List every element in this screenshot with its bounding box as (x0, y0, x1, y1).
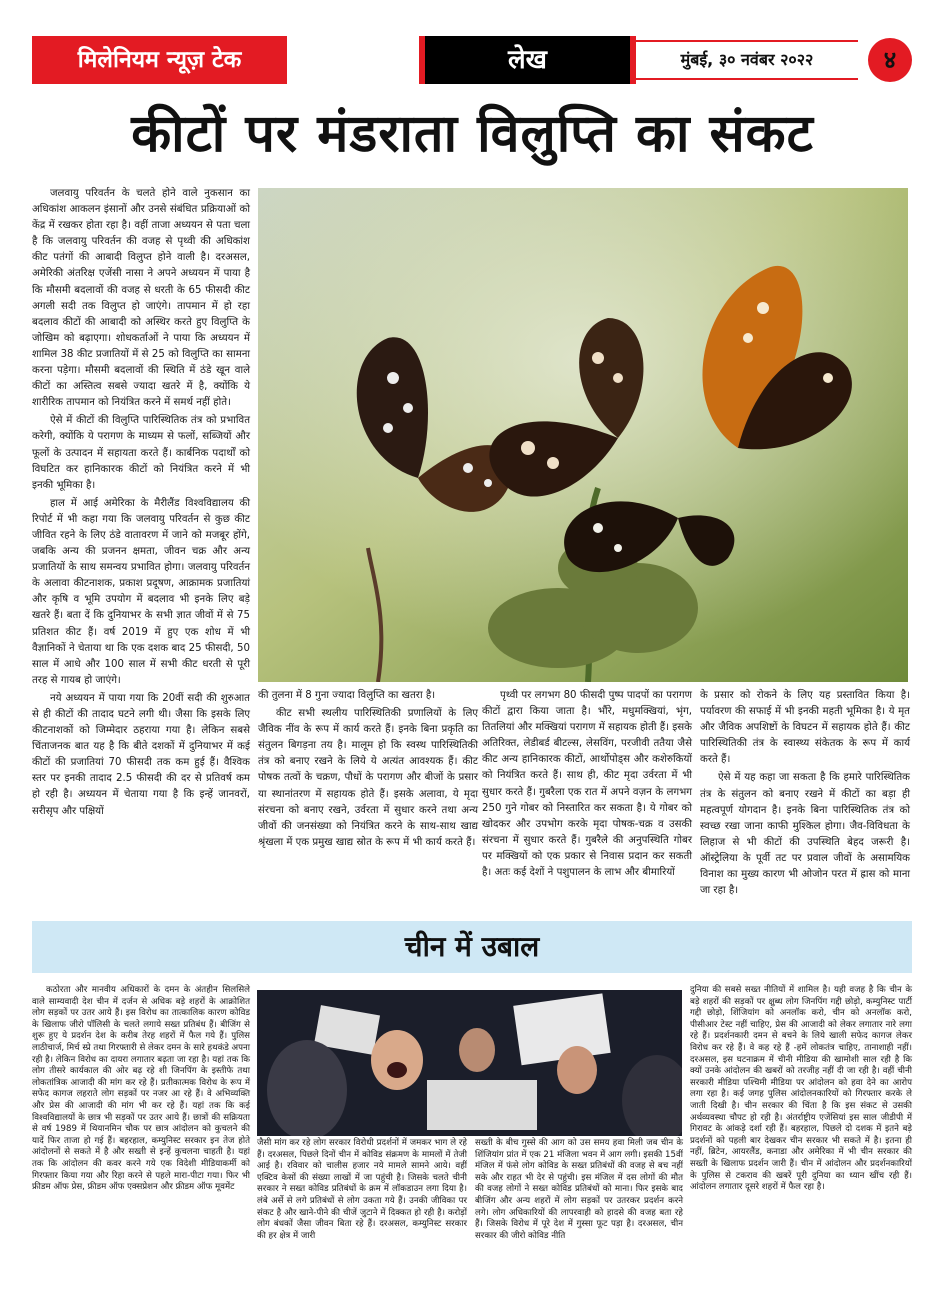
paragraph: कठोरता और मानवीय अधिकारों के दमन के अंतहीन सिलसिले वाले साम्यवादी देश चीन में दर्जन से अधिक बड़े शहरों के आक्रोशित लोग सड़कों पर उतर आये हैं। इस विरोध का तात्कालिक कारण कोविड के खिलाफ जीरो पॉलिसी के चलते लगाये सख्त प्रतिबंध हैं। बीजिंग से शुरू हुए ये प्रदर्शन देश के करीब तेरह शहरों में फैल गये हैं। पुलिस लाठीचार्ज, मिर्च स्प्रे तथा गिरफ्तारी से लेकर दमन के सारे हथकंडे अपना रही है। लेकिन विरोध का दायरा लगातार बढ़ता जा रहा है। यहां तक कि लोग तीसरे कार्यकाल की ओर बढ़ रहे शी जिनपिंग के इस्तीफे तथा लोकतांत्रिक आजादी की मांग कर रहे हैं। प्रतीकात्मक विरोध के रूप में सफेद कागज लहराते लोग सड़कों पर नजर आ रहे हैं। वे अभिव्यक्ति और प्रेस की आजादी की मांग भी कर रहे हैं। यहां तक कि कई विश्वविद्यालयों के छात्र भी सड़कों पर उतर आये हैं। छात्रों की सक्रियता से वर्ष 1989 में थियानमिन चौक पर छात्र आंदोलन को कुचलने की यादें फिर ताजा हो गई हैं। बहरहाल, कम्युनिस्ट सरकार इन तेज होते आंदोलनों से सकते में है और सख्ती से इन्हें कुचलना चाहती है। यहां तक कि आंदोलन की कवर करने गये एक विदेशी मीडियाकर्मी को गिरफ्तार किया गया और रिहा करने से पहले मारा-पीटा गया। फिर भी फ्रीडम ऑफ प्रेस, फ्रीडम ऑफ एक्सप्रेशन और फ्रीडम ऑफ मूवमेंट (32, 985, 250, 1193)
paragraph: हाल में आई अमेरिका के मैरीलैंड विश्वविद्यालय की रिपोर्ट में भी कहा गया कि जलवायु परिवर्तन से कुछ कीट जीवित रहने के लिए ठंडे वातावरण में जाने को मजबूर होंगे, जबकि अन्य की प्रजनन क्षमता, जीवन चक्र और अन्य प्रजातियों के साथ समन्वय प्रभावित होगा। जलवायु परिवर्तन के अलावा कीटनाशक, प्रकाश प्रदूषण, आक्रामक प्रजातियां और कृषि व भूमि उपयोग में बदलाव भी इनके लिए बड़े खतरे हैं। बता दें कि दुनियाभर के सभी ज्ञात जीवों में से 75 प्रतिशत कीट हैं। वर्ष 2019 में हुए एक शोध में भी वैज्ञानिकों ने चेताया था कि एक दशक बाद 25 फीसदी, 50 साल में आधे और 100 साल में सभी कीट धरती से पूरी तरह से गायब हो जाएंगे। (32, 497, 250, 686)
paragraph: के प्रसार को रोकने के लिए यह प्रस्तावित किया है। पर्यावरण की सफाई में भी इनकी महती भूमिका है। ये मृत और जैविक अपशिष्टों के विघटन में सहायक होते हैं। कीट पारिस्थितिकी तंत्र के स्वास्थ्य संकेतक के रूप में कार्य करते हैं। (700, 690, 910, 766)
article-title: चीन में उबाल (404, 930, 540, 963)
page-number: ४ (868, 38, 912, 82)
brand-name: मिलेनियम न्यूज़ टेक (32, 36, 287, 84)
paragraph: सख्ती के बीच गुस्से की आग को उस समय हवा मिली जब चीन के शिंजियांग प्रांत में एक 21 मंजिला भवन में आग लगी। इसकी 15वीं मंजिल में फंसे लोग कोविड के सख्त प्रतिबंधों की वजह से बच नहीं सके और राहत भी देर से पहुंची। इस मंजिल में दस लोगों की मौत की वजह लोगों ने सख्त कोविड प्रतिबंधों को माना। फिर इसके बाद बीजिंग और अन्य शहरों में लोग सड़कों पर उतरकर प्रदर्शन करने लगे। लोग अधिकारियों की लापरवाही को हादसे की वजह बता रहे हैं। जिसके विरोध में पूरे देश में गुस्सा फूट पड़ा है। दरअसल, चीन सरकार की जीरो कोविड नीति (475, 1138, 683, 1241)
article2-column-3 (475, 1138, 683, 1242)
article-headline: कीटों पर मंडराता विलुप्ति का संकट (131, 104, 814, 164)
article-column-2 (258, 688, 478, 853)
article2-column-4 (690, 985, 912, 1194)
paragraph: जलवायु परिवर्तन के चलते होने वाले नुकसान का अधिकांश आकलन इंसानों और उनसे संबंधित प्रक्रियाओं को केंद्र में रखकर होता रहा है। वहीं ताजा अध्ययन से पता चला है कि जलवायु परिवर्तन की वजह से पृथ्वी की अधिकांश कीट पतंगों की आबादी विलुप्त होने वाली है। दरअसल, अमेरिकी अंतरिक्ष एजेंसी नासा ने अपने अध्ययन में पाया है कि मौसमी बदलावों की वजह से धरती के 65 फीसदी कीट अगली सदी तक विलुप्त हो जाएंगे। तापमान में हो रहा बदलाव कीटों की आबादी को अस्थिर करते हुए विलुप्ति के जोखिम को बढ़ाएगा। शोधकर्ताओं ने पाया कि अध्ययन में शामिल 38 कीट प्रजातियों में से 25 को विलुप्ति का सामना करना पड़ेगा। मौसमी बदलावों की स्थिति में ठंडे खून वाले कीटों का अस्तित्व सबसे ज्यादा खतरे में है, क्योंकि ये शारीरिक तापमान को नियंत्रित करने में समर्थ नहीं होते। (32, 188, 250, 409)
paragraph: नये अध्ययन में पाया गया कि 20वीं सदी की शुरुआत से ही कीटों की तादाद घटने लगी थी। जैसा कि इसके लिए कीटनाशकों को जिम्मेदार ठहराया गया है। लेकिन सबसे चिंताजनक बात यह है कि बीते दशकों में दुनियाभर में कई कीटों की प्रजातियां 70 फीसदी तक कम हुई हैं। वैश्विक स्तर पर इनकी तादाद 2.5 फीसदी की दर से प्रतिवर्ष कम हो रही है। अध्ययन में चेताया गया है कि इन्हें जानवरों, सरीसृप और पक्षियों (32, 692, 250, 817)
article2-column-2 (257, 1138, 467, 1242)
paragraph: ऐसे में कीटों की विलुप्ति पारिस्थितिक तंत्र को प्रभावित करेगी, क्योंकि ये परागण के माध्यम से फलों, सब्जियों और फूलों के उत्पादन में सहायता करते हैं। कार्बनिक पदार्थों को विघटित कर हानिकारक कीटों को नियंत्रित करने में भी इनकी भूमिका है। (32, 415, 250, 491)
paragraph: ऐसे में यह कहा जा सकता है कि हमारे पारिस्थितिक तंत्र के संतुलन को बनाए रखने में कीटों का बड़ा ही महत्वपूर्ण योगदान है। इनके बिना पारिस्थितिक तंत्र को स्वच्छ रखा जाना काफी मुश्किल होगा। जैव-विविधता के लिहाज से भी कीटों की उपस्थिति बेहद जरूरी है। ऑस्ट्रेलिया के पूर्वी तट पर प्रवाल जीवों के असामयिक विनाश का मुख्य कारण भी ओजोन परत में ह्रास को माना जा रहा है। (700, 772, 910, 897)
paragraph: की तुलना में 8 गुना ज्यादा विलुप्ति का खतरा है। (258, 690, 436, 701)
article-column-4 (700, 688, 910, 901)
issue-date: मुंबई, ३० नवंबर २०२२ (636, 40, 858, 80)
article2-column-1 (32, 985, 250, 1194)
butterflies-photo (258, 188, 908, 682)
article-banner (32, 921, 912, 973)
masthead (32, 36, 912, 84)
paragraph: कीट सभी स्थलीय पारिस्थितिकी प्रणालियों के लिए जैविक नींव के रूप में कार्य करते हैं। इनके बिना प्रकृति का संतुलन बिगड़ना तय है। मालूम हो कि स्वस्थ पारिस्थितिकी तंत्र को बनाए रखने के लिये ये अत्यंत आवश्यक हैं। कीट पोषक तत्वों के चक्रण, पौधों के परागण और बीजों के प्रसार या स्थानांतरण में सहायक होते हैं। इसके अलावा, ये मृदा संरचना को बनाए रखने, उर्वरता में सुधार करने तथा अन्य जीवों की जनसंख्या को नियंत्रित करने के साथ-साथ खाद्य श्रृंखला में एक प्रमुख खाद्य स्रोत के रूप में भी कार्य करते हैं। (258, 708, 478, 848)
paragraph: पृथ्वी पर लगभग 80 फीसदी पुष्प पादपों का परागण कीटों द्वारा किया जाता है। भौंरे, मधुमक्खियां, भृंग, तितलियां और मक्खियां परागण में सहायक होती हैं। इसके अतिरिक्त, लेडीबर्ड बीटल्स, लेसविंग, परजीवी ततैया जैसे कीट अन्य हानिकारक कीटों, आर्थोपोड्स और कशेरुकियों को नियंत्रित करते हैं। साथ ही, कीट मृदा उर्वरता में भी सुधार करते हैं। गुबरैला एक रात में अपने वज़न के लगभग 250 गुने गोबर को निस्तारित कर सकता है। ये गोबर को खोदकर और उपभोग करके मृदा पोषक-चक्र व उसकी संरचना में सुधार करते हैं। गुबरैले की अनुपस्थिति गोबर पर मक्खियों को एक प्रकार से निवास प्रदान कर सकती है। अतः कई देशों ने पशुपालन के लाभ और बीमारियों (482, 690, 692, 879)
article-column-1 (32, 186, 250, 822)
paragraph: दुनिया की सबसे सख्त नीतियों में शामिल है। यही वजह है कि चीन के बड़े शहरों की सड़कों पर क्षुब्ध लोग जिनपिंग गद्दी छोड़ो, कम्युनिस्ट पार्टी गद्दी छोड़ो, शिंजियांग को अनलॉक करो, चीन को अनलॉक करो, पीसीआर टेस्ट नहीं चाहिए, प्रेस की आजादी को लेकर लगातार नारे लगा रहे हैं। प्रदर्शनकारी दमन से बचने के लिये खाली सफेद कागज लेकर विरोध कर रहे हैं। वे कह रहे हैं -हमें लोकतंत्र चाहिए, तानाशाही नहीं। दरअसल, इस घटनाक्रम में चीनी मीडिया की खामोशी साल रही है कि क्यों उनके आंदोलन की खबरों को तरजीह नहीं दी जा रही है। वहीं चीनी सरकारी मीडिया पश्चिमी मीडिया पर आंदोलन को हवा देने का आरोप लगा रहा है। कई जगह पुलिस आंदोलनकारियों को गिरफ्तार करके ले जाती दिखी है। चीन सरकार की चिंता है कि इस संकट से उसकी अर्थव्यवस्था चौपट हो रही है। अंतर्राष्ट्रीय एजेंसियां इस साल जीडीपी में गिरावट के आंकड़े दर्शा रही हैं। बहरहाल, पिछले दो दशक में इतने बड़े प्रदर्शनों को पहली बार देखकर चीन सरकार भी सकते में है। इतना ही नहीं, ब्रिटेन, आयरलैंड, कनाडा और अमेरिका में भी चीन सरकार की सख्ती के खिलाफ प्रदर्शन जारी हैं। चीन में आंदोलन और प्रदर्शनकारियों के पुलिस से टकराव की खबरें पूरी दुनिया का ध्यान खींच रही हैं। आंदोलन लगातार दूसरे शहरों में फैल रहा है। (690, 985, 912, 1193)
paragraph: जैसी मांग कर रहे लोग सरकार विरोधी प्रदर्शनों में जमकर भाग ले रहे हैं। दरअसल, पिछले दिनों चीन में कोविड संक्रमण के मामलों में तेजी आई है। रविवार को चालीस हजार नये मामले सामने आये। वहीं एक्टिव केसों की संख्या लाखों में जा पहुंची है। जिसके चलते चीनी सरकार ने सख्त कोविड प्रतिबंधों के क्रम में लॉकडाउन लगा दिया है। लंबे अर्से से लगे प्रतिबंधों से लोग उकता गये हैं। उनकी जीविका पर संकट है और खाने-पीने की चीजें जुटाने में दिक्कत हो रही है। करोड़ों लोग बंधकों जैसा जीवन बिता रहे हैं। दरअसल, कम्युनिस्ट सरकार की हर क्षेत्र में जारी (257, 1138, 467, 1241)
section-label: लेख (425, 36, 630, 84)
protest-photo (257, 990, 682, 1136)
article-column-3 (482, 688, 692, 883)
